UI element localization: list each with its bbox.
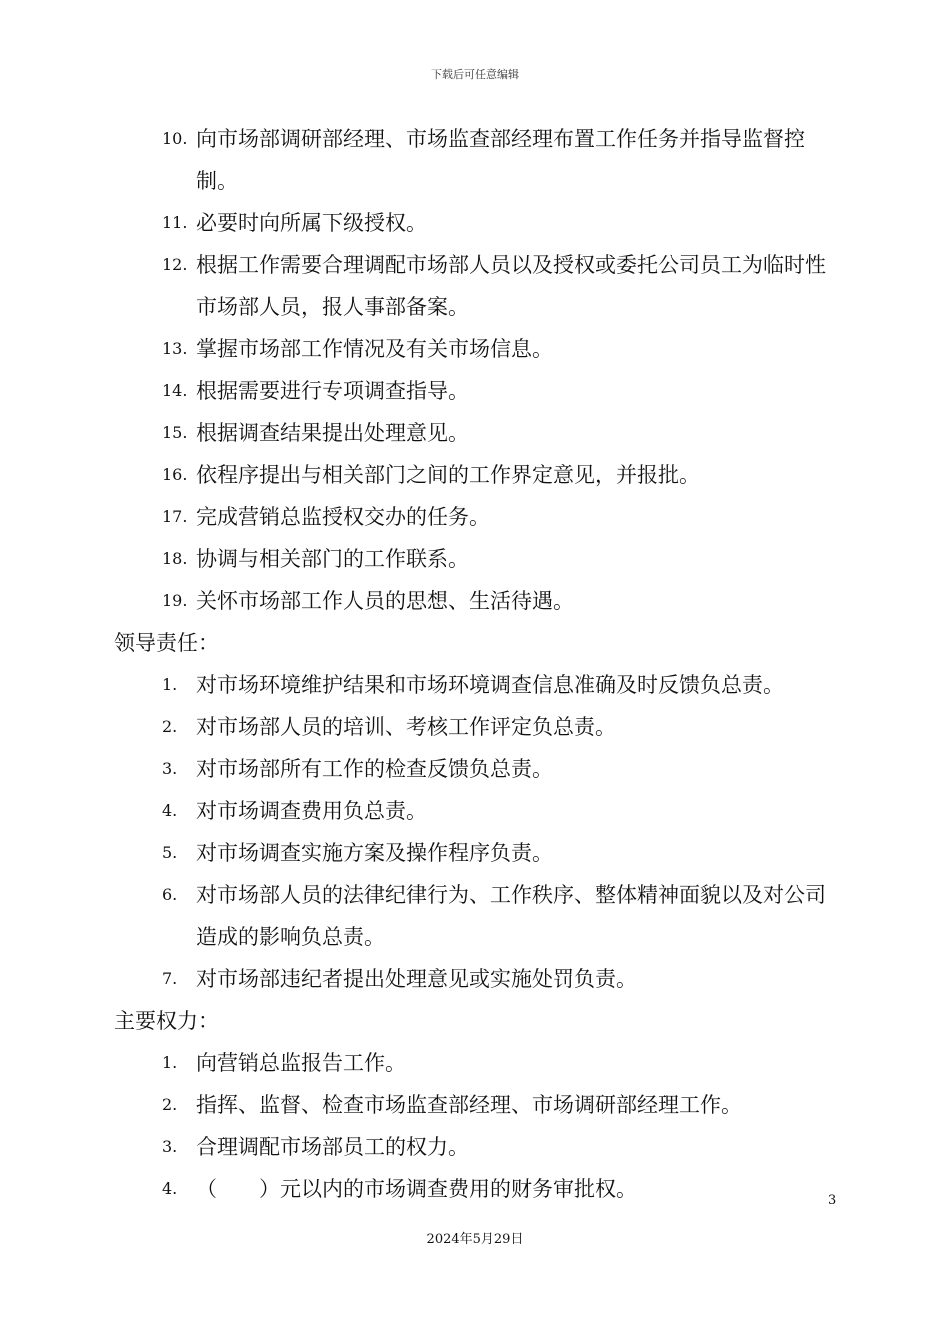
list-item	[114, 370, 844, 412]
section-heading-powers: 主要权力：	[114, 1009, 219, 1033]
item-number: 2.	[162, 717, 178, 736]
list-item	[114, 748, 844, 790]
list-item	[114, 1168, 844, 1210]
footer-date: 2024年5月29日	[426, 1232, 524, 1247]
powers-list	[114, 1042, 844, 1210]
item-text: 依程序提出与相关部门之间的工作界定意见，并报批。	[196, 463, 700, 487]
item-number: 4.	[162, 801, 178, 820]
item-text: 指挥、监督、检查市场监查部经理、市场调研部经理工作。	[196, 1093, 742, 1117]
page-number: 3	[828, 1193, 837, 1208]
item-text: 关怀市场部工作人员的思想、生活待遇。	[196, 589, 574, 613]
item-number: 13.	[162, 339, 188, 358]
item-text: 对市场环境维护结果和市场环境调查信息准确及时反馈负总责。	[196, 673, 784, 697]
document-body	[114, 118, 844, 1210]
item-text: （ ）元以内的市场调查费用的财务审批权。	[196, 1177, 637, 1201]
list-item	[114, 118, 844, 202]
item-text: 向营销总监报告工作。	[196, 1051, 406, 1075]
item-text: 对市场部违纪者提出处理意见或实施处罚负责。	[196, 967, 637, 991]
item-number: 3.	[162, 759, 178, 778]
item-number: 10.	[162, 129, 188, 148]
list-item	[114, 1084, 844, 1126]
item-number: 14.	[162, 381, 188, 400]
section-heading-leadership: 领导责任：	[114, 631, 219, 655]
leadership-list	[114, 664, 844, 1000]
item-number: 3.	[162, 1137, 178, 1156]
item-text: 对市场调查实施方案及操作程序负责。	[196, 841, 553, 865]
list-item	[114, 706, 844, 748]
item-text: 掌握市场部工作情况及有关市场信息。	[196, 337, 553, 361]
list-item	[114, 454, 844, 496]
item-text: 根据工作需要合理调配市场部人员以及授权或委托公司员工为临时性市场部人员，报人事部备案。	[196, 253, 826, 319]
header-note: 下载后可任意编辑	[431, 68, 519, 81]
item-text: 根据需要进行专项调查指导。	[196, 379, 469, 403]
item-number: 1.	[162, 675, 178, 694]
item-number: 5.	[162, 843, 178, 862]
list-item	[114, 664, 844, 706]
list-item	[114, 580, 844, 622]
item-number: 12.	[162, 255, 188, 274]
item-number: 7.	[162, 969, 178, 988]
list-item	[114, 1042, 844, 1084]
item-text: 协调与相关部门的工作联系。	[196, 547, 469, 571]
item-number: 16.	[162, 465, 188, 484]
item-number: 4.	[162, 1179, 178, 1198]
item-text: 根据调查结果提出处理意见。	[196, 421, 469, 445]
item-number: 17.	[162, 507, 188, 526]
list-item	[114, 202, 844, 244]
list-item	[114, 538, 844, 580]
item-text: 合理调配市场部员工的权力。	[196, 1135, 469, 1159]
list-item	[114, 244, 844, 328]
list-item	[114, 790, 844, 832]
list-item	[114, 874, 844, 958]
item-text: 对市场部人员的培训、考核工作评定负总责。	[196, 715, 616, 739]
item-number: 18.	[162, 549, 188, 568]
item-number: 6.	[162, 885, 178, 904]
list-item	[114, 958, 844, 1000]
responsibilities-list	[114, 118, 844, 622]
item-text: 对市场部所有工作的检查反馈负总责。	[196, 757, 553, 781]
item-text: 必要时向所属下级授权。	[196, 211, 427, 235]
item-number: 19.	[162, 591, 188, 610]
list-item	[114, 412, 844, 454]
item-text: 向市场部调研部经理、市场监查部经理布置工作任务并指导监督控制。	[196, 127, 805, 193]
list-item	[114, 496, 844, 538]
list-item	[114, 328, 844, 370]
item-number: 11.	[162, 213, 188, 232]
item-text: 对市场部人员的法律纪律行为、工作秩序、整体精神面貌以及对公司造成的影响负总责。	[196, 883, 826, 949]
list-item	[114, 1126, 844, 1168]
list-item	[114, 832, 844, 874]
item-text: 完成营销总监授权交办的任务。	[196, 505, 490, 529]
item-number: 2.	[162, 1095, 178, 1114]
item-text: 对市场调查费用负总责。	[196, 799, 427, 823]
item-number: 15.	[162, 423, 188, 442]
item-number: 1.	[162, 1053, 178, 1072]
